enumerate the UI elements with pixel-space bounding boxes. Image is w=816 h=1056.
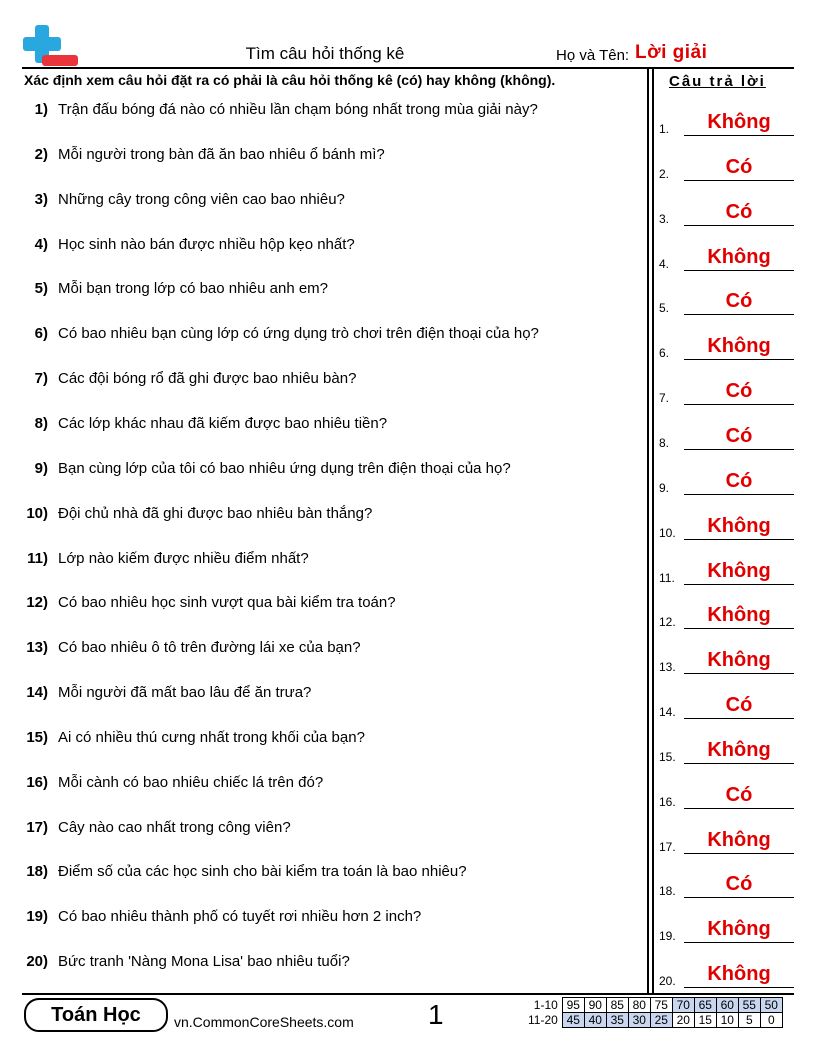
answer-item xyxy=(659,818,794,858)
question-text: Trận đấu bóng đá nào có nhiều lần chạm bóng nhất trong mùa giải này? xyxy=(58,101,538,118)
answer-item xyxy=(659,414,794,454)
question-number: 2) xyxy=(34,145,48,163)
answer-line xyxy=(684,628,794,629)
question-number: 1) xyxy=(34,101,48,118)
score-row xyxy=(526,998,782,1013)
score-cell: 45 xyxy=(562,1013,584,1028)
question-number: 7) xyxy=(34,370,48,388)
question-text: Có bao nhiêu ô tô trên đường lái xe của bạn? xyxy=(58,639,361,657)
name-value: Lời giải xyxy=(635,42,708,63)
question-text: Điểm số của các học sinh cho bài kiểm tra toán là bao nhiêu? xyxy=(58,863,467,881)
answer-value: Có xyxy=(725,783,753,806)
answer-value: Có xyxy=(725,469,753,492)
question-number: 8) xyxy=(34,414,48,432)
answer-item xyxy=(659,279,794,319)
page-title: Tìm câu hỏi thống kê xyxy=(245,44,405,63)
answer-item xyxy=(659,190,794,230)
question-number: 12) xyxy=(26,594,48,612)
answer-item xyxy=(659,728,794,768)
question-number: 10) xyxy=(26,504,48,522)
answer-number: 3. xyxy=(659,211,670,226)
answer-line xyxy=(684,584,794,585)
column-divider xyxy=(652,69,654,993)
instructions: Xác định xem câu hỏi đặt ra có phải là câu hỏi thống kê (có) hay không (không). xyxy=(24,72,556,88)
question-text: Mỗi người trong bàn đã ăn bao nhiêu ổ bánh mì? xyxy=(58,145,385,163)
question-item xyxy=(20,460,640,480)
question-item xyxy=(20,684,640,704)
question-item xyxy=(20,639,640,659)
answer-line xyxy=(684,449,794,450)
score-range-label: 11-20 xyxy=(528,1013,558,1027)
answer-line xyxy=(684,853,794,854)
answer-item xyxy=(659,369,794,409)
answer-value: Có xyxy=(725,200,753,223)
score-cell: 35 xyxy=(606,1013,628,1028)
answer-line xyxy=(684,135,794,136)
answer-value: Không xyxy=(707,604,771,627)
question-number: 15) xyxy=(26,728,48,746)
answer-line xyxy=(684,763,794,764)
answer-line xyxy=(684,494,794,495)
question-item xyxy=(20,953,640,973)
question-number: 11) xyxy=(27,549,48,567)
question-item xyxy=(20,594,640,614)
answer-number: 13. xyxy=(659,660,676,675)
answer-number: 1. xyxy=(659,122,670,136)
question-text: Các đội bóng rổ đã ghi được bao nhiêu bàn? xyxy=(58,370,357,388)
answer-item xyxy=(659,638,794,678)
answer-item xyxy=(659,504,794,544)
answer-number: 9. xyxy=(659,480,670,495)
answer-line xyxy=(684,897,794,898)
name-label: Họ và Tên: xyxy=(556,47,630,64)
answer-line xyxy=(684,718,794,719)
question-item xyxy=(20,819,640,839)
answer-value: Có xyxy=(725,694,753,717)
question-item xyxy=(20,325,640,345)
answer-item xyxy=(659,593,794,633)
question-item xyxy=(20,729,640,749)
score-cell: 10 xyxy=(716,1013,738,1028)
answer-number: 8. xyxy=(659,435,670,450)
question-text: Đội chủ nhà đã ghi được bao nhiêu bàn thắng? xyxy=(58,504,373,522)
answer-line xyxy=(684,359,794,360)
score-cell: 0 xyxy=(760,1013,782,1028)
answer-line xyxy=(684,673,794,674)
score-cell: 40 xyxy=(584,1013,606,1028)
answer-number: 19. xyxy=(659,929,676,944)
answer-number: 11. xyxy=(659,570,675,585)
answer-line xyxy=(684,270,794,271)
answer-item xyxy=(659,952,794,992)
answer-item xyxy=(659,683,794,723)
answer-line xyxy=(684,539,794,540)
column-divider xyxy=(647,69,649,993)
site-url: vn.CommonCoreSheets.com xyxy=(174,1014,354,1030)
score-cell: 75 xyxy=(650,998,672,1013)
answer-number: 15. xyxy=(659,749,676,764)
question-item xyxy=(20,863,640,883)
answer-value: Không xyxy=(707,649,771,672)
question-text: Các lớp khác nhau đã kiếm được bao nhiêu tiền? xyxy=(58,414,388,432)
score-table xyxy=(526,997,783,1028)
question-item xyxy=(20,236,640,256)
score-cell: 80 xyxy=(628,998,650,1013)
answer-value: Không xyxy=(707,918,771,941)
question-number: 16) xyxy=(26,773,48,791)
score-cell: 5 xyxy=(738,1013,760,1028)
answer-item xyxy=(659,100,794,140)
answer-number: 17. xyxy=(659,839,676,854)
question-item xyxy=(20,146,640,166)
answer-number: 7. xyxy=(659,391,670,406)
answer-item xyxy=(659,145,794,185)
question-number: 9) xyxy=(34,459,48,477)
question-number: 5) xyxy=(34,280,48,298)
score-cell: 60 xyxy=(716,998,738,1013)
answer-item xyxy=(659,773,794,813)
brand-badge: Toán Học xyxy=(24,998,168,1032)
question-item xyxy=(20,370,640,390)
answer-value: Không xyxy=(707,514,771,537)
question-number: 13) xyxy=(26,639,48,657)
question-text: Học sinh nào bán được nhiều hộp kẹo nhất? xyxy=(58,235,355,253)
score-cell: 20 xyxy=(672,1013,694,1028)
answer-value: Có xyxy=(725,380,753,403)
answer-value: Có xyxy=(725,424,753,447)
question-item xyxy=(20,908,640,928)
question-text: Mỗi cành có bao nhiêu chiếc lá trên đó? xyxy=(58,773,324,791)
question-number: 17) xyxy=(26,818,48,836)
answer-value: Không xyxy=(707,245,771,268)
answer-item xyxy=(659,549,794,589)
score-cell: 65 xyxy=(694,998,716,1013)
question-item xyxy=(20,280,640,300)
answer-number: 12. xyxy=(659,615,676,630)
answer-value: Không xyxy=(707,335,771,358)
question-text: Có bao nhiêu bạn cùng lớp có ứng dụng trò chơi trên điện thoại của họ? xyxy=(58,325,539,343)
answer-item xyxy=(659,907,794,947)
score-cell: 95 xyxy=(562,998,584,1013)
question-number: 18) xyxy=(26,863,48,881)
score-cell: 85 xyxy=(606,998,628,1013)
answer-value: Không xyxy=(707,828,771,851)
bottom-divider xyxy=(22,993,794,995)
question-number: 20) xyxy=(26,953,48,971)
answer-value: Có xyxy=(725,290,753,313)
answer-value: Không xyxy=(707,111,771,133)
answer-line xyxy=(684,808,794,809)
score-row xyxy=(526,1013,782,1028)
answer-number: 14. xyxy=(659,705,676,720)
answer-line xyxy=(684,987,794,988)
answer-value: Không xyxy=(707,738,771,761)
answer-number: 2. xyxy=(659,166,670,181)
score-cell: 55 xyxy=(738,998,760,1013)
question-text: Cây nào cao nhất trong công viên? xyxy=(58,818,291,836)
score-cell: 25 xyxy=(650,1013,672,1028)
question-text: Những cây trong công viên cao bao nhiêu? xyxy=(58,190,345,208)
top-divider xyxy=(22,67,794,69)
score-range-label: 1-10 xyxy=(533,998,558,1012)
question-item xyxy=(20,774,640,794)
answers-header: Câu trả lời xyxy=(669,73,766,90)
answer-item xyxy=(659,862,794,902)
score-cell: 15 xyxy=(694,1013,716,1028)
question-number: 6) xyxy=(34,325,48,343)
answer-number: 16. xyxy=(659,794,676,809)
question-text: Mỗi người đã mất bao lâu để ăn trưa? xyxy=(58,684,312,702)
question-item xyxy=(20,191,640,211)
answer-value: Có xyxy=(725,873,753,896)
question-number: 14) xyxy=(26,684,48,702)
answer-item xyxy=(659,459,794,499)
score-cell: 90 xyxy=(584,998,606,1013)
question-text: Có bao nhiêu học sinh vượt qua bài kiểm tra toán? xyxy=(58,594,396,612)
question-text: Mỗi bạn trong lớp có bao nhiêu anh em? xyxy=(58,280,329,298)
answer-number: 6. xyxy=(659,346,670,361)
answer-item xyxy=(659,324,794,364)
answer-number: 20. xyxy=(659,974,676,989)
score-cell: 30 xyxy=(628,1013,650,1028)
question-number: 4) xyxy=(34,235,48,253)
answer-value: Không xyxy=(707,559,771,582)
answer-line xyxy=(684,314,794,315)
question-number: 19) xyxy=(26,908,48,926)
question-number: 3) xyxy=(34,190,48,208)
answer-value: Không xyxy=(707,963,771,986)
question-text: Bạn cùng lớp của tôi có bao nhiêu ứng dụng trên điện thoại của họ? xyxy=(58,459,511,477)
question-item xyxy=(20,550,640,570)
answer-number: 18. xyxy=(659,884,676,899)
answer-value: Có xyxy=(725,155,753,178)
question-item xyxy=(20,101,640,121)
question-text: Ai có nhiều thú cưng nhất trong khối của bạn? xyxy=(58,728,365,746)
score-cell: 50 xyxy=(760,998,782,1013)
answer-line xyxy=(684,404,794,405)
question-item xyxy=(20,415,640,435)
answer-number: 4. xyxy=(659,256,670,271)
question-item xyxy=(20,505,640,525)
question-text: Lớp nào kiếm được nhiều điểm nhất? xyxy=(58,549,309,567)
answer-item xyxy=(659,235,794,275)
answer-line xyxy=(684,942,794,943)
answer-line xyxy=(684,180,794,181)
answer-number: 10. xyxy=(659,525,676,540)
score-cell: 70 xyxy=(672,998,694,1013)
question-text: Có bao nhiêu thành phố có tuyết rơi nhiều hơn 2 inch? xyxy=(58,908,422,926)
page-number: 1 xyxy=(428,999,444,1030)
answer-line xyxy=(684,225,794,226)
question-text: Bức tranh 'Nàng Mona Lisa' bao nhiêu tuổi? xyxy=(58,953,350,971)
answer-number: 5. xyxy=(659,301,670,316)
